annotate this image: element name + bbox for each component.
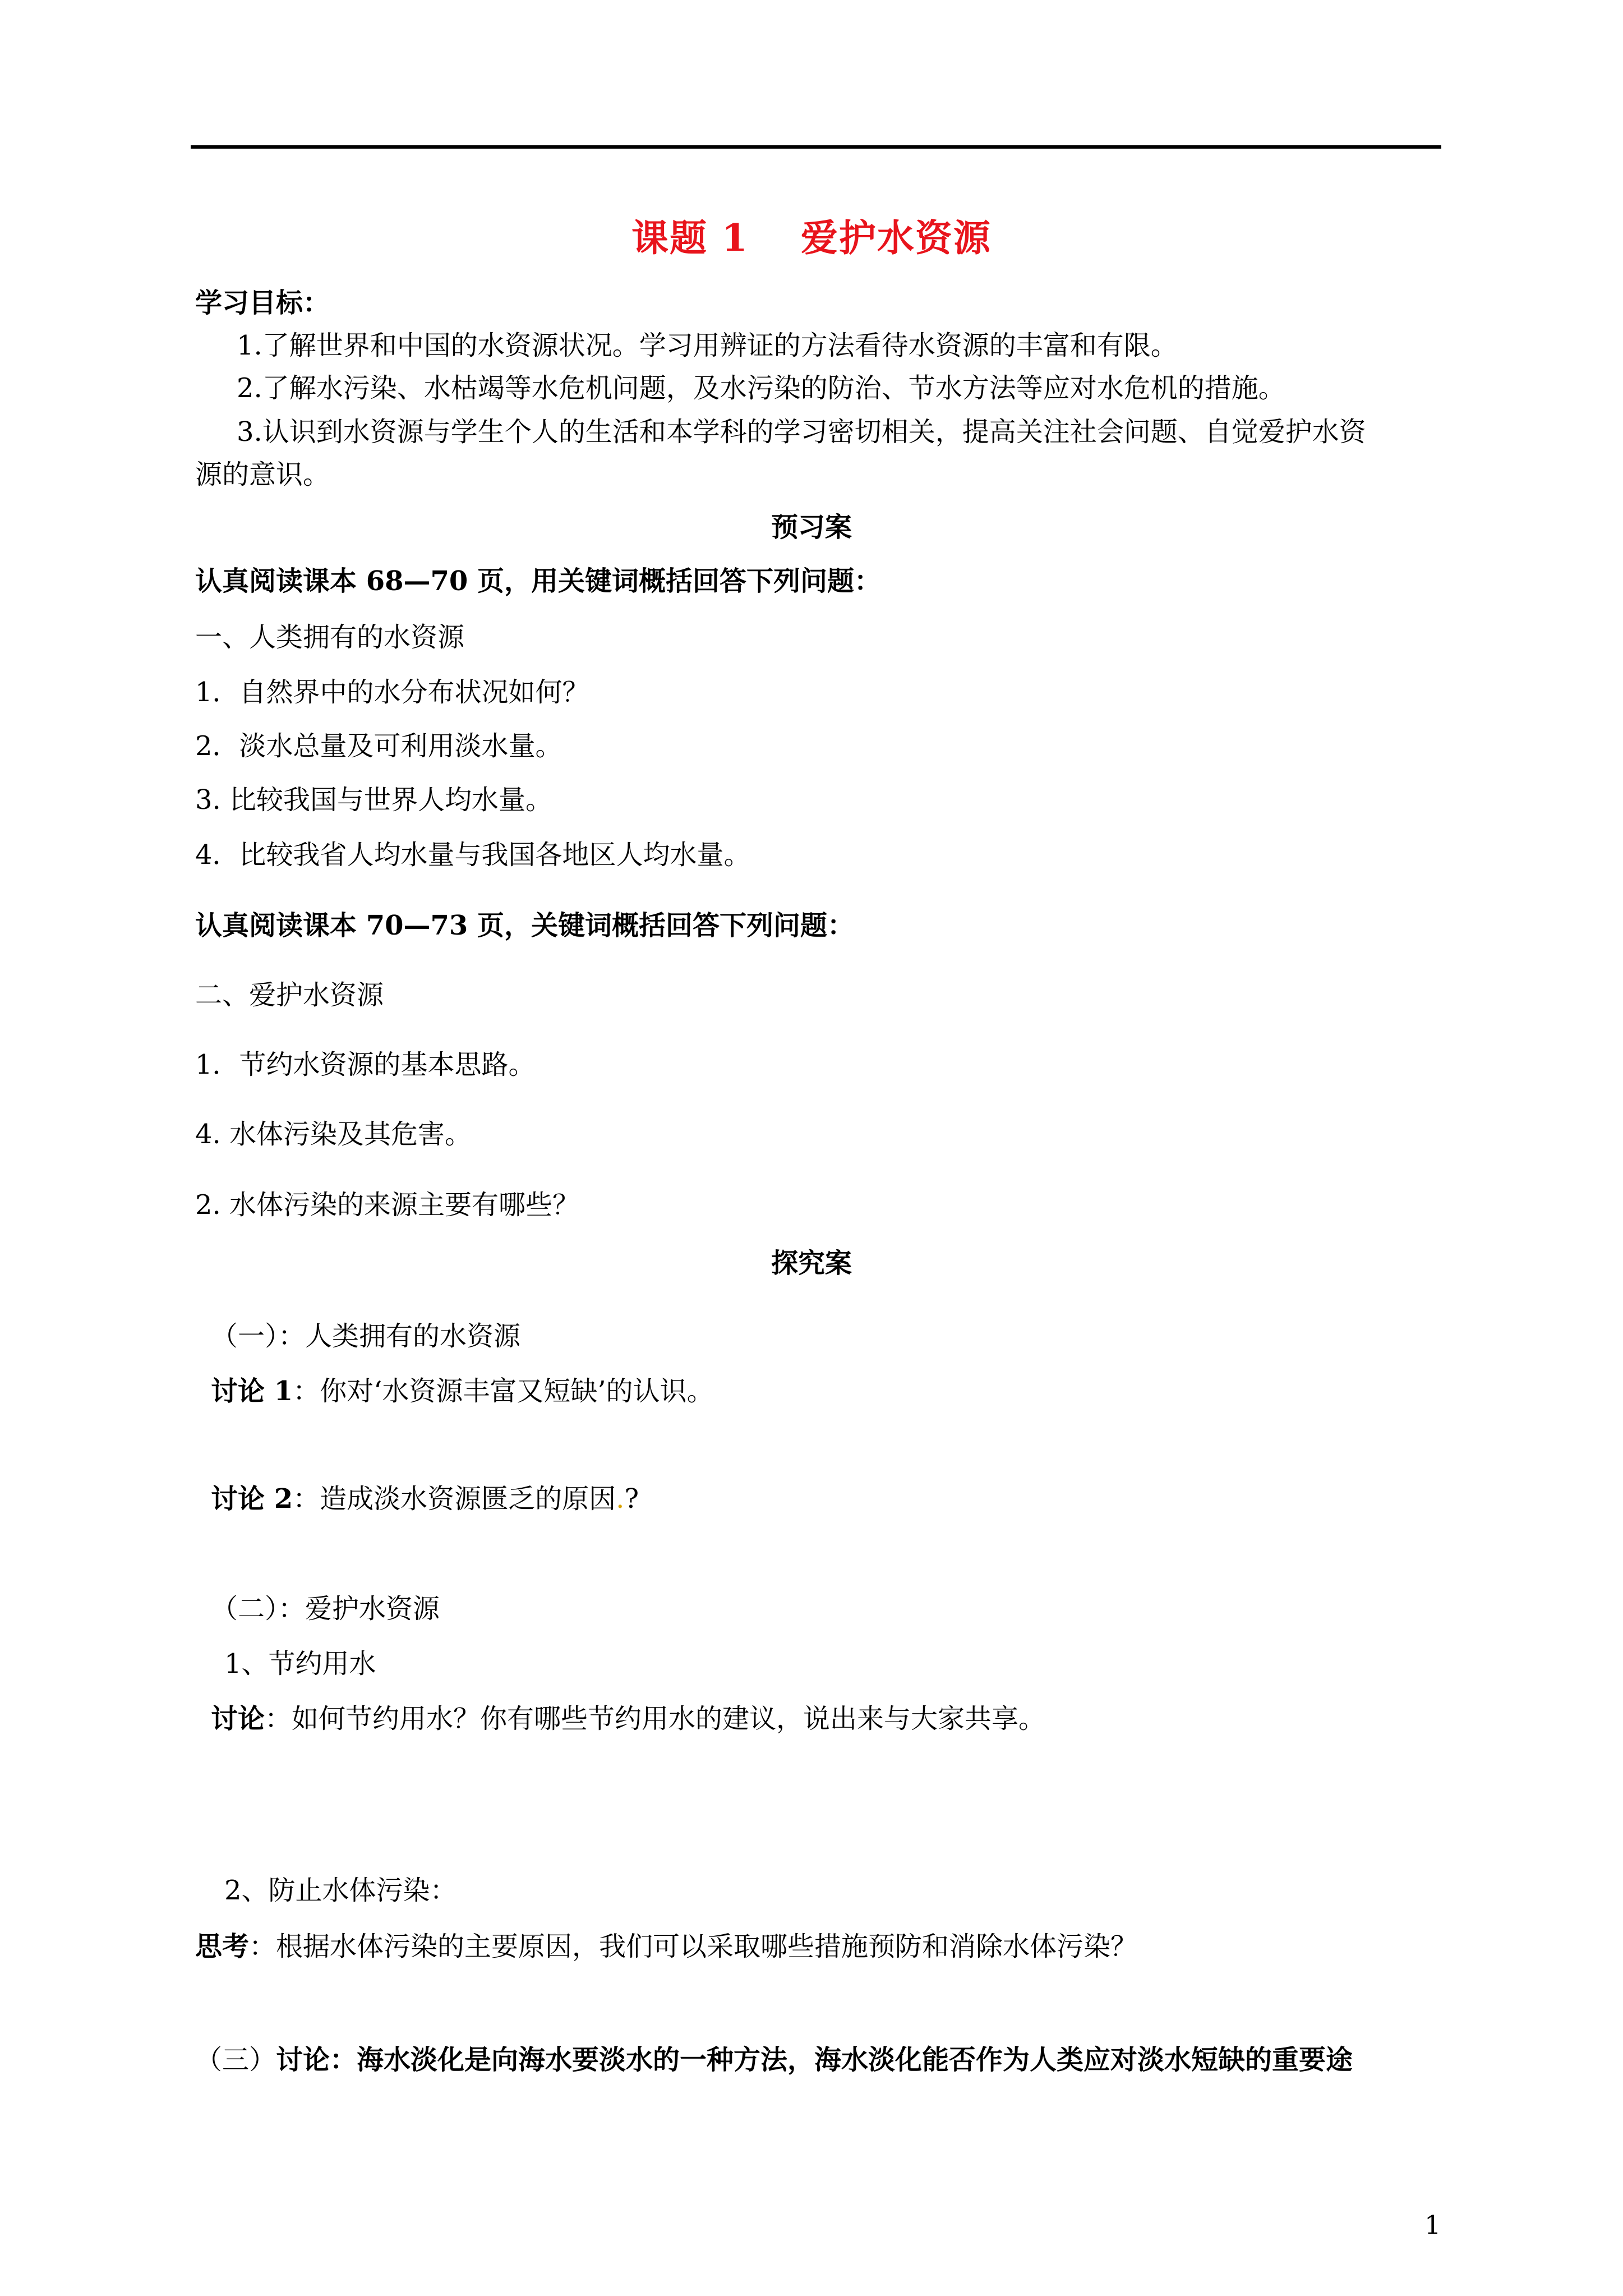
part3-label: （三） — [195, 2044, 276, 2076]
preview-question: 2. 水体污染的来源主要有哪些？ — [195, 1189, 580, 1221]
reading-instruction-1: 认真阅读课本 68—70 页，用关键词概括回答下列问题： — [195, 565, 882, 597]
preview-question: 1．自然界中的水分布状况如何？ — [195, 677, 589, 708]
header-rule — [191, 145, 1441, 149]
preview-heading: 预习案 — [771, 512, 852, 543]
inquiry-heading: 探究案 — [771, 1248, 852, 1279]
discussion-text: ：如何节约用水？你有哪些节约用水的建议，说出来与大家共享。 — [265, 1703, 1046, 1734]
page-title: 课题 1 爱护水资源 — [631, 216, 992, 260]
preview-question: 2．淡水总量及可利用淡水量。 — [195, 730, 562, 762]
inquiry-part-2: （二）：爱护水资源 — [211, 1593, 440, 1625]
part3-text: 讨论：海水淡化是向海水要淡水的一种方法，海水淡化能否作为人类应对淡水短缺的重要途 — [276, 2044, 1353, 2076]
preview-question: 4．比较我省人均水量与我国各地区人均水量。 — [195, 839, 751, 871]
thinking-label: 思考 — [195, 1931, 250, 1962]
objective-item: 1.了解世界和中国的水资源状况。学习用辨证的方法看待水资源的丰富和有限。 — [237, 330, 1178, 361]
inquiry-part-1: （一）：人类拥有的水资源 — [211, 1320, 521, 1352]
thinking-question — [195, 1930, 1137, 1963]
subsection-water-saving: 1、节约用水 — [224, 1648, 376, 1680]
section-heading-1: 一、人类拥有的水资源 — [195, 622, 465, 653]
discussion-label: 讨论 — [211, 1703, 265, 1734]
discussion-2 — [211, 1482, 639, 1516]
preview-question: 1．节约水资源的基本思路。 — [195, 1049, 536, 1080]
objectives-heading: 学习目标： — [195, 287, 330, 319]
objective-item: 3.认识到水资源与学生个人的生活和本学科的学习密切相关，提高关注社会问题、自觉爱护水资 — [237, 416, 1366, 448]
discussion-text: ：造成淡水资源匮乏的原因 — [293, 1483, 616, 1515]
inquiry-part-3 — [195, 2043, 1353, 2077]
discussion-3 — [211, 1702, 1045, 1736]
discussion-1 — [211, 1374, 714, 1408]
stray-dot-mark: . — [616, 1483, 625, 1515]
subsection-pollution: 2、防止水体污染： — [224, 1875, 457, 1906]
objective-item: 2.了解水污染、水枯竭等水危机问题，及水污染的防治、节水方法等应对水危机的措施。 — [237, 372, 1285, 404]
preview-question: 4. 水体污染及其危害。 — [195, 1119, 472, 1150]
section-heading-2: 二、爱护水资源 — [195, 979, 384, 1011]
objective-item: 源的意识。 — [195, 459, 330, 490]
discussion-text: ：你对‘水资源丰富又短缺’的认识。 — [293, 1375, 714, 1407]
discussion-label: 讨论 2 — [211, 1483, 293, 1515]
preview-question: 3. 比较我国与世界人均水量。 — [195, 784, 553, 816]
discussion-label: 讨论 1 — [211, 1375, 293, 1407]
thinking-text: ：根据水体污染的主要原因，我们可以采取哪些措施预防和消除水体污染？ — [249, 1931, 1138, 1962]
discussion-end: ? — [624, 1483, 639, 1515]
reading-instruction-2: 认真阅读课本 70—73 页，关键词概括回答下列问题： — [195, 910, 855, 941]
page-number: 1 — [1424, 2210, 1441, 2240]
